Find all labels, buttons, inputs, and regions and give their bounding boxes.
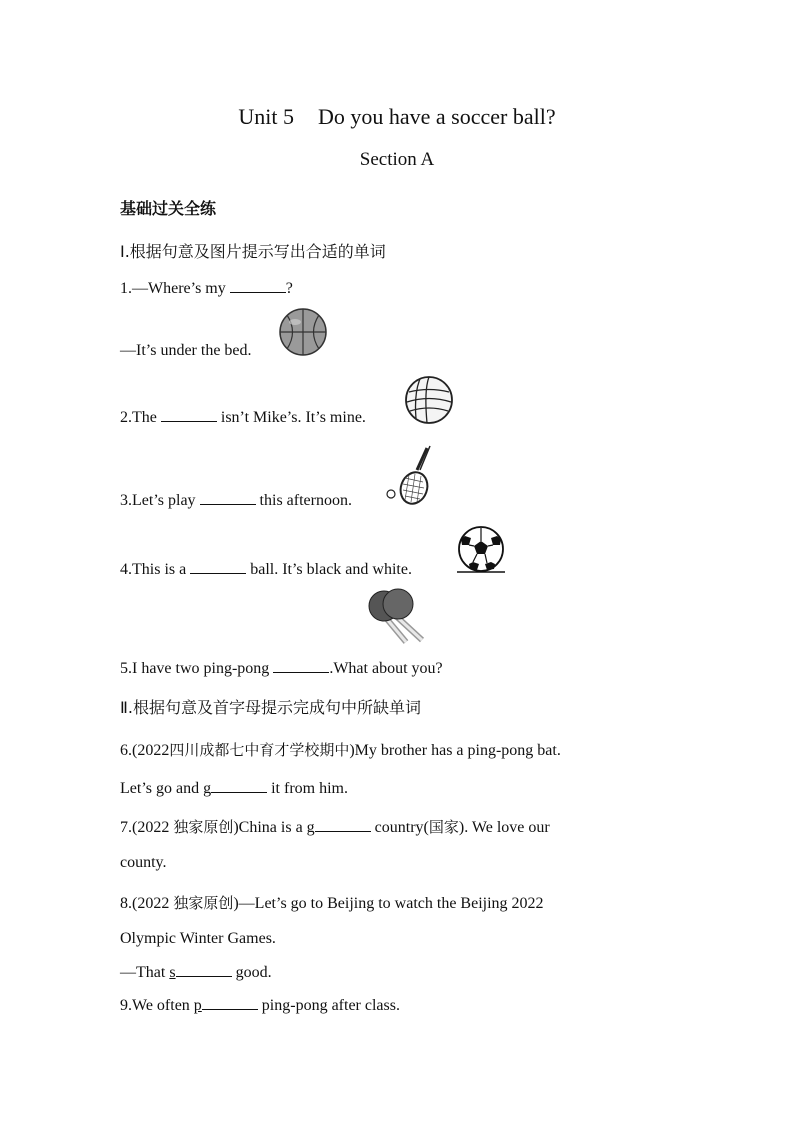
answer-blank-2[interactable] bbox=[161, 407, 217, 422]
answer-blank-3[interactable] bbox=[200, 490, 256, 505]
question-7: 7.(2022 独家原创)China is a g country(国家). We love our bbox=[120, 818, 550, 836]
question-8-line2: Olympic Winter Games. bbox=[120, 930, 276, 947]
section-title: Section A bbox=[359, 149, 435, 170]
question-1-answer: —It’s under the bed. bbox=[120, 342, 252, 359]
question-9: 9.We often p ping-pong after class. bbox=[120, 997, 400, 1014]
question-7-line2: county. bbox=[120, 854, 167, 871]
exercise-heading: 基础过关全练 bbox=[120, 199, 217, 218]
tennis-racket-icon bbox=[385, 442, 437, 508]
part1-label: Ⅰ.根据句意及图片提示写出合适的单词 bbox=[120, 242, 386, 261]
soccer-ball-icon bbox=[455, 524, 507, 576]
answer-blank-6[interactable] bbox=[211, 778, 267, 793]
question-8: 8.(2022 独家原创)—Let’s go to Beijing to watch the Beijing 2022 bbox=[120, 894, 544, 912]
answer-blank-7[interactable] bbox=[315, 817, 371, 832]
question-6-line2: Let’s go and g it from him. bbox=[120, 780, 348, 797]
answer-blank-5[interactable] bbox=[273, 658, 329, 673]
part2-label: Ⅱ.根据句意及首字母提示完成句中所缺单词 bbox=[120, 698, 421, 717]
question-4: 4.This is a ball. It’s black and white. bbox=[120, 561, 412, 578]
page-title: Unit 5 Do you have a soccer ball? bbox=[238, 104, 556, 129]
basketball-icon bbox=[278, 307, 328, 357]
question-6: 6.(2022四川成都七中育才学校期中)My brother has a ping-pong bat. bbox=[120, 741, 561, 759]
question-1: 1.—Where’s my ? bbox=[120, 280, 293, 297]
question-2: 2.The isn’t Mike’s. It’s mine. bbox=[120, 409, 366, 426]
answer-blank-4[interactable] bbox=[190, 559, 246, 574]
question-5: 5.I have two ping-pong .What about you? bbox=[120, 660, 443, 677]
question-8-line3: —That s good. bbox=[120, 964, 272, 981]
answer-blank-1[interactable] bbox=[230, 278, 286, 293]
ping-pong-bats-icon bbox=[368, 588, 428, 646]
volleyball-icon bbox=[404, 375, 454, 425]
answer-blank-8[interactable] bbox=[176, 962, 232, 977]
question-3: 3.Let’s play this afternoon. bbox=[120, 492, 352, 509]
answer-blank-9[interactable] bbox=[202, 995, 258, 1010]
